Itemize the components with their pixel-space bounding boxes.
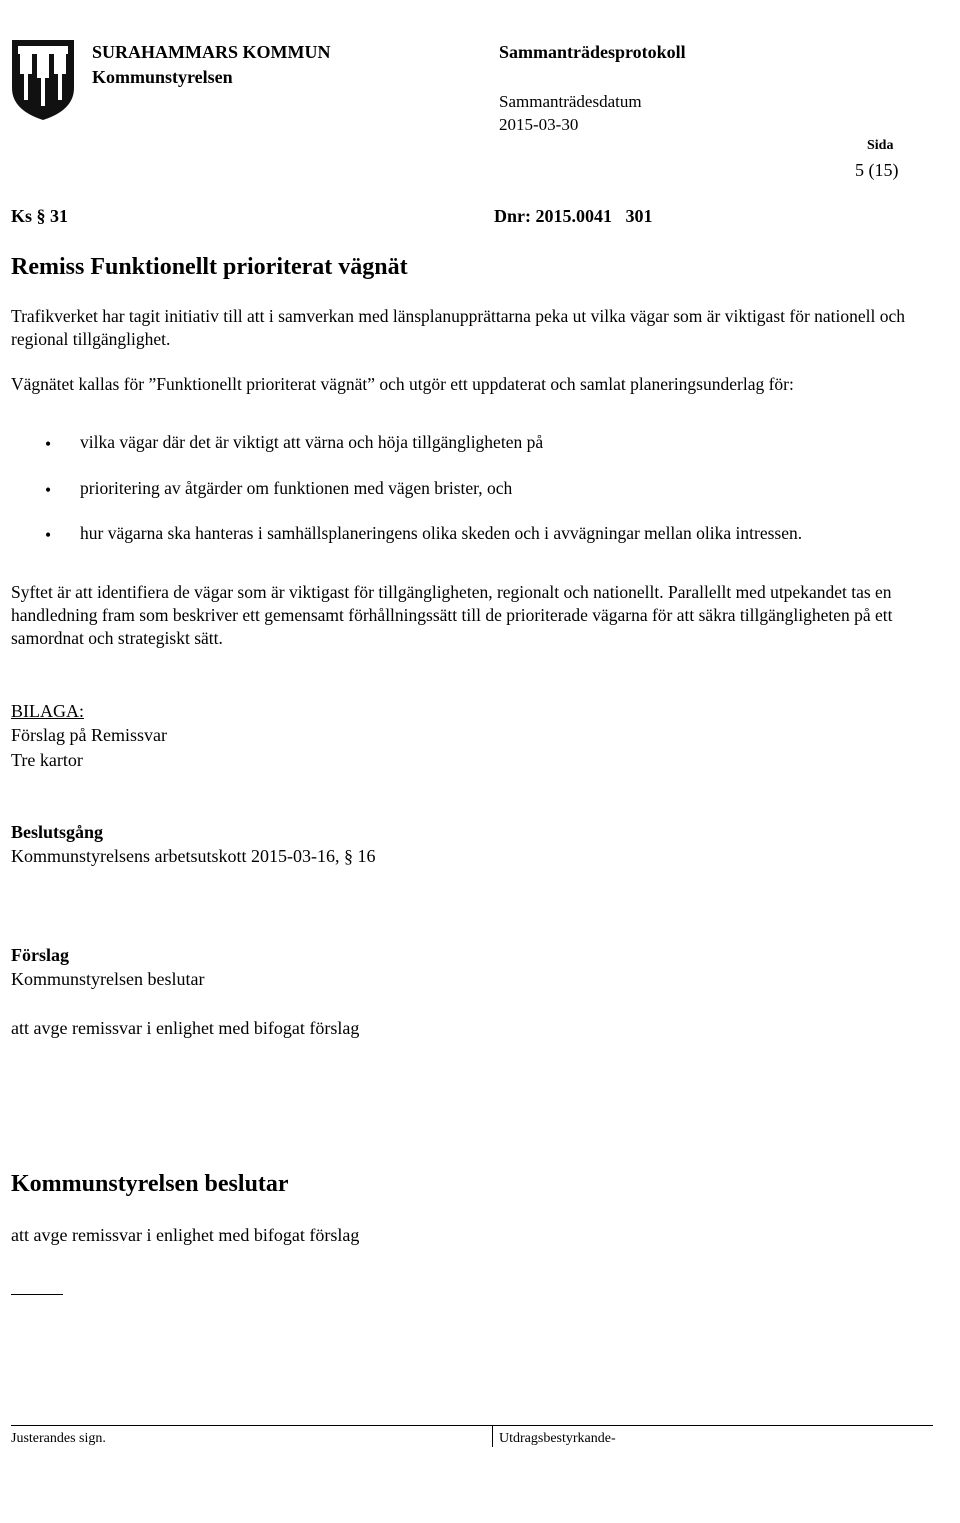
decision-heading: Kommunstyrelsen beslutar <box>11 1171 289 1197</box>
bullet-icon: • <box>45 434 52 454</box>
process-text-prefix: Kommunstyrelsens arbetsutskott 2015-03-16, <box>11 846 340 866</box>
case-title: Remiss Funktionellt prioriterat vägnät <box>11 254 408 280</box>
decision-text: att avge remissvar i enlighet med bifogat förslag <box>11 1225 360 1245</box>
doc-type: Sammanträdesprotokoll <box>499 42 686 62</box>
attachment-label: BILAGA: <box>11 701 84 721</box>
paragraph-prefix: Ks <box>11 206 33 226</box>
purpose-paragraph: Syftet är att identifiera de vägar som är viktigast för tillgängligheten, regionalt och nationellt. Parallellt med utpekandet tas en handledning fram som beskriver ett gemensamt förhållningssätt till de prioriterade vägarna för att säkra tillgängligheten på ett samordnat och strategiskt sätt. <box>11 582 893 648</box>
signature-field-label: Justerandes sign. <box>11 1431 106 1446</box>
bullet-icon: • <box>45 525 52 545</box>
proposal-line: att avge remissvar i enlighet med bifogat förslag <box>11 1018 360 1038</box>
footer-rule <box>11 1425 933 1426</box>
end-rule <box>11 1294 63 1295</box>
attachment-item: Förslag på Remissvar <box>11 725 167 745</box>
board-name: Kommunstyrelsen <box>92 67 233 87</box>
meeting-date: 2015-03-30 <box>499 115 579 134</box>
network-paragraph: Vägnätet kallas för ”Funktionellt prioriterat vägnät” och utgör ett uppdaterat och samlat planeringsunderlag för: <box>11 374 794 394</box>
municipal-crest-icon <box>10 38 76 122</box>
paragraph-number: 31 <box>50 206 69 226</box>
list-item-text: prioritering av åtgärder om funktionen med vägen brister, och <box>80 478 513 498</box>
footer-divider <box>492 1425 493 1447</box>
proposal-line: Kommunstyrelsen beslutar <box>11 969 205 989</box>
list-item-text: hur vägarna ska hanteras i samhällsplaneringens olika skeden och i avvägningar mellan olika intressen. <box>80 523 803 543</box>
page-label: Sida <box>867 138 894 153</box>
attachment-item: Tre kartor <box>11 750 83 770</box>
section-symbol: § <box>343 846 353 866</box>
case-paragraph <box>11 205 68 227</box>
bullet-icon: • <box>45 480 52 500</box>
date-label: Sammanträdesdatum <box>499 92 642 111</box>
process-text-suffix: 16 <box>357 846 376 866</box>
certification-field-label: Utdragsbestyrkande- <box>499 1431 616 1446</box>
intro-paragraph: Trafikverket har tagit initiativ till att i samverkan med länsplanupprättarna peka ut vilka vägar som är viktigast för nationell och regional tillgänglighet. <box>11 306 906 349</box>
list-item-text: vilka vägar där det är viktigt att värna och höja tillgängligheten på <box>80 432 544 452</box>
proposal-heading: Förslag <box>11 945 69 965</box>
section-symbol: § <box>36 206 46 226</box>
page-number: 5 (15) <box>855 160 899 180</box>
org-name: SURAHAMMARS KOMMUN <box>92 42 331 62</box>
process-text <box>11 846 375 866</box>
diary-number: Dnr: 2015.0041 301 <box>494 206 653 226</box>
process-heading: Beslutsgång <box>11 822 104 842</box>
